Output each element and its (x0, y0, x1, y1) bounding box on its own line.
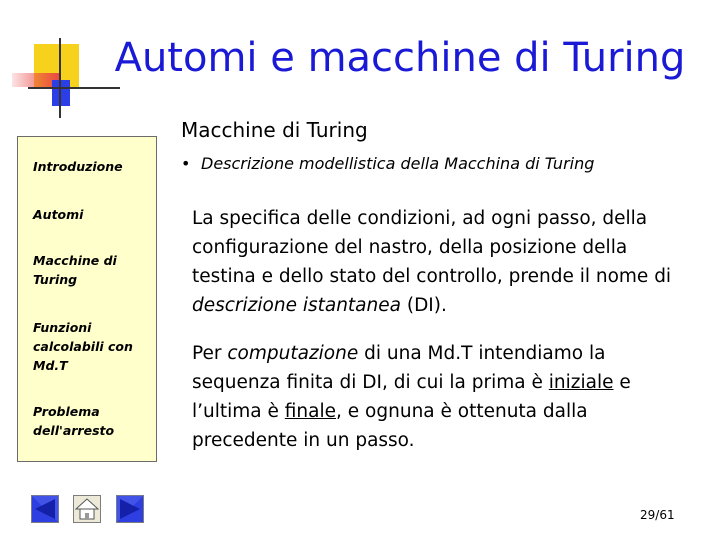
sidebar-item-label: Funzioni (33, 320, 92, 335)
bullet-point (181, 154, 594, 173)
prev-slide-button[interactable] (31, 495, 59, 523)
para-emphasis: descrizione istantanea (192, 295, 401, 316)
para-underline-finale: finale (284, 401, 337, 422)
sidebar-item-label: Md.T (33, 358, 68, 373)
bullet-dot-icon: • (181, 154, 191, 173)
slide-subtitle: Macchine di Turing (181, 118, 368, 142)
sidebar-item-introduzione[interactable] (33, 157, 155, 176)
sidebar-item-label: Introduzione (33, 159, 123, 174)
logo-blue-square (52, 80, 70, 106)
logo-horizontal-line (28, 87, 120, 89)
next-slide-button[interactable] (116, 495, 144, 523)
para-text: (DI). (400, 295, 447, 316)
para-underline-iniziale: iniziale (548, 372, 614, 393)
home-button[interactable] (73, 495, 101, 523)
para-text: La specifica delle condizioni, ad ogni passo, della configurazione del nastro, della posizione della testina e dello stato del controllo, prende il nome di (192, 208, 672, 287)
para-emphasis: computazione (227, 343, 359, 364)
para-text: , e ognuna è ottenuta dalla precedente in un passo. (192, 401, 588, 451)
paragraph-descrizione-istantanea (192, 204, 692, 320)
para-text: Per (192, 343, 228, 364)
para-text: e l’ultima è (192, 372, 631, 422)
slide-title: Automi e macchine di Turing (114, 35, 686, 81)
logo-vertical-line (59, 38, 61, 118)
sidebar-item-automi[interactable] (33, 205, 155, 224)
sidebar-item-label: dell'arresto (33, 423, 115, 438)
sidebar-item-label: Macchine di (33, 253, 117, 268)
para-text: di una Md.T intendiamo la sequenza finita di DI, di cui la prima è (192, 343, 606, 393)
sidebar-item-label: Turing (33, 272, 78, 287)
sidebar-item-problema-arresto[interactable] (33, 402, 155, 440)
paragraph-computazione (192, 339, 692, 455)
sidebar-item-macchine-di-turing[interactable] (33, 251, 155, 289)
sidebar-nav (17, 136, 157, 462)
sidebar-item-label: calcolabili con (33, 339, 133, 354)
page-number: 29/61 (640, 508, 675, 522)
sidebar-item-label: Automi (33, 207, 84, 222)
bullet-text: Descrizione modellistica della Macchina di Turing (201, 154, 595, 173)
sidebar-item-label: Problema (33, 404, 100, 419)
sidebar-item-funzioni-calcolabili[interactable] (33, 318, 155, 375)
